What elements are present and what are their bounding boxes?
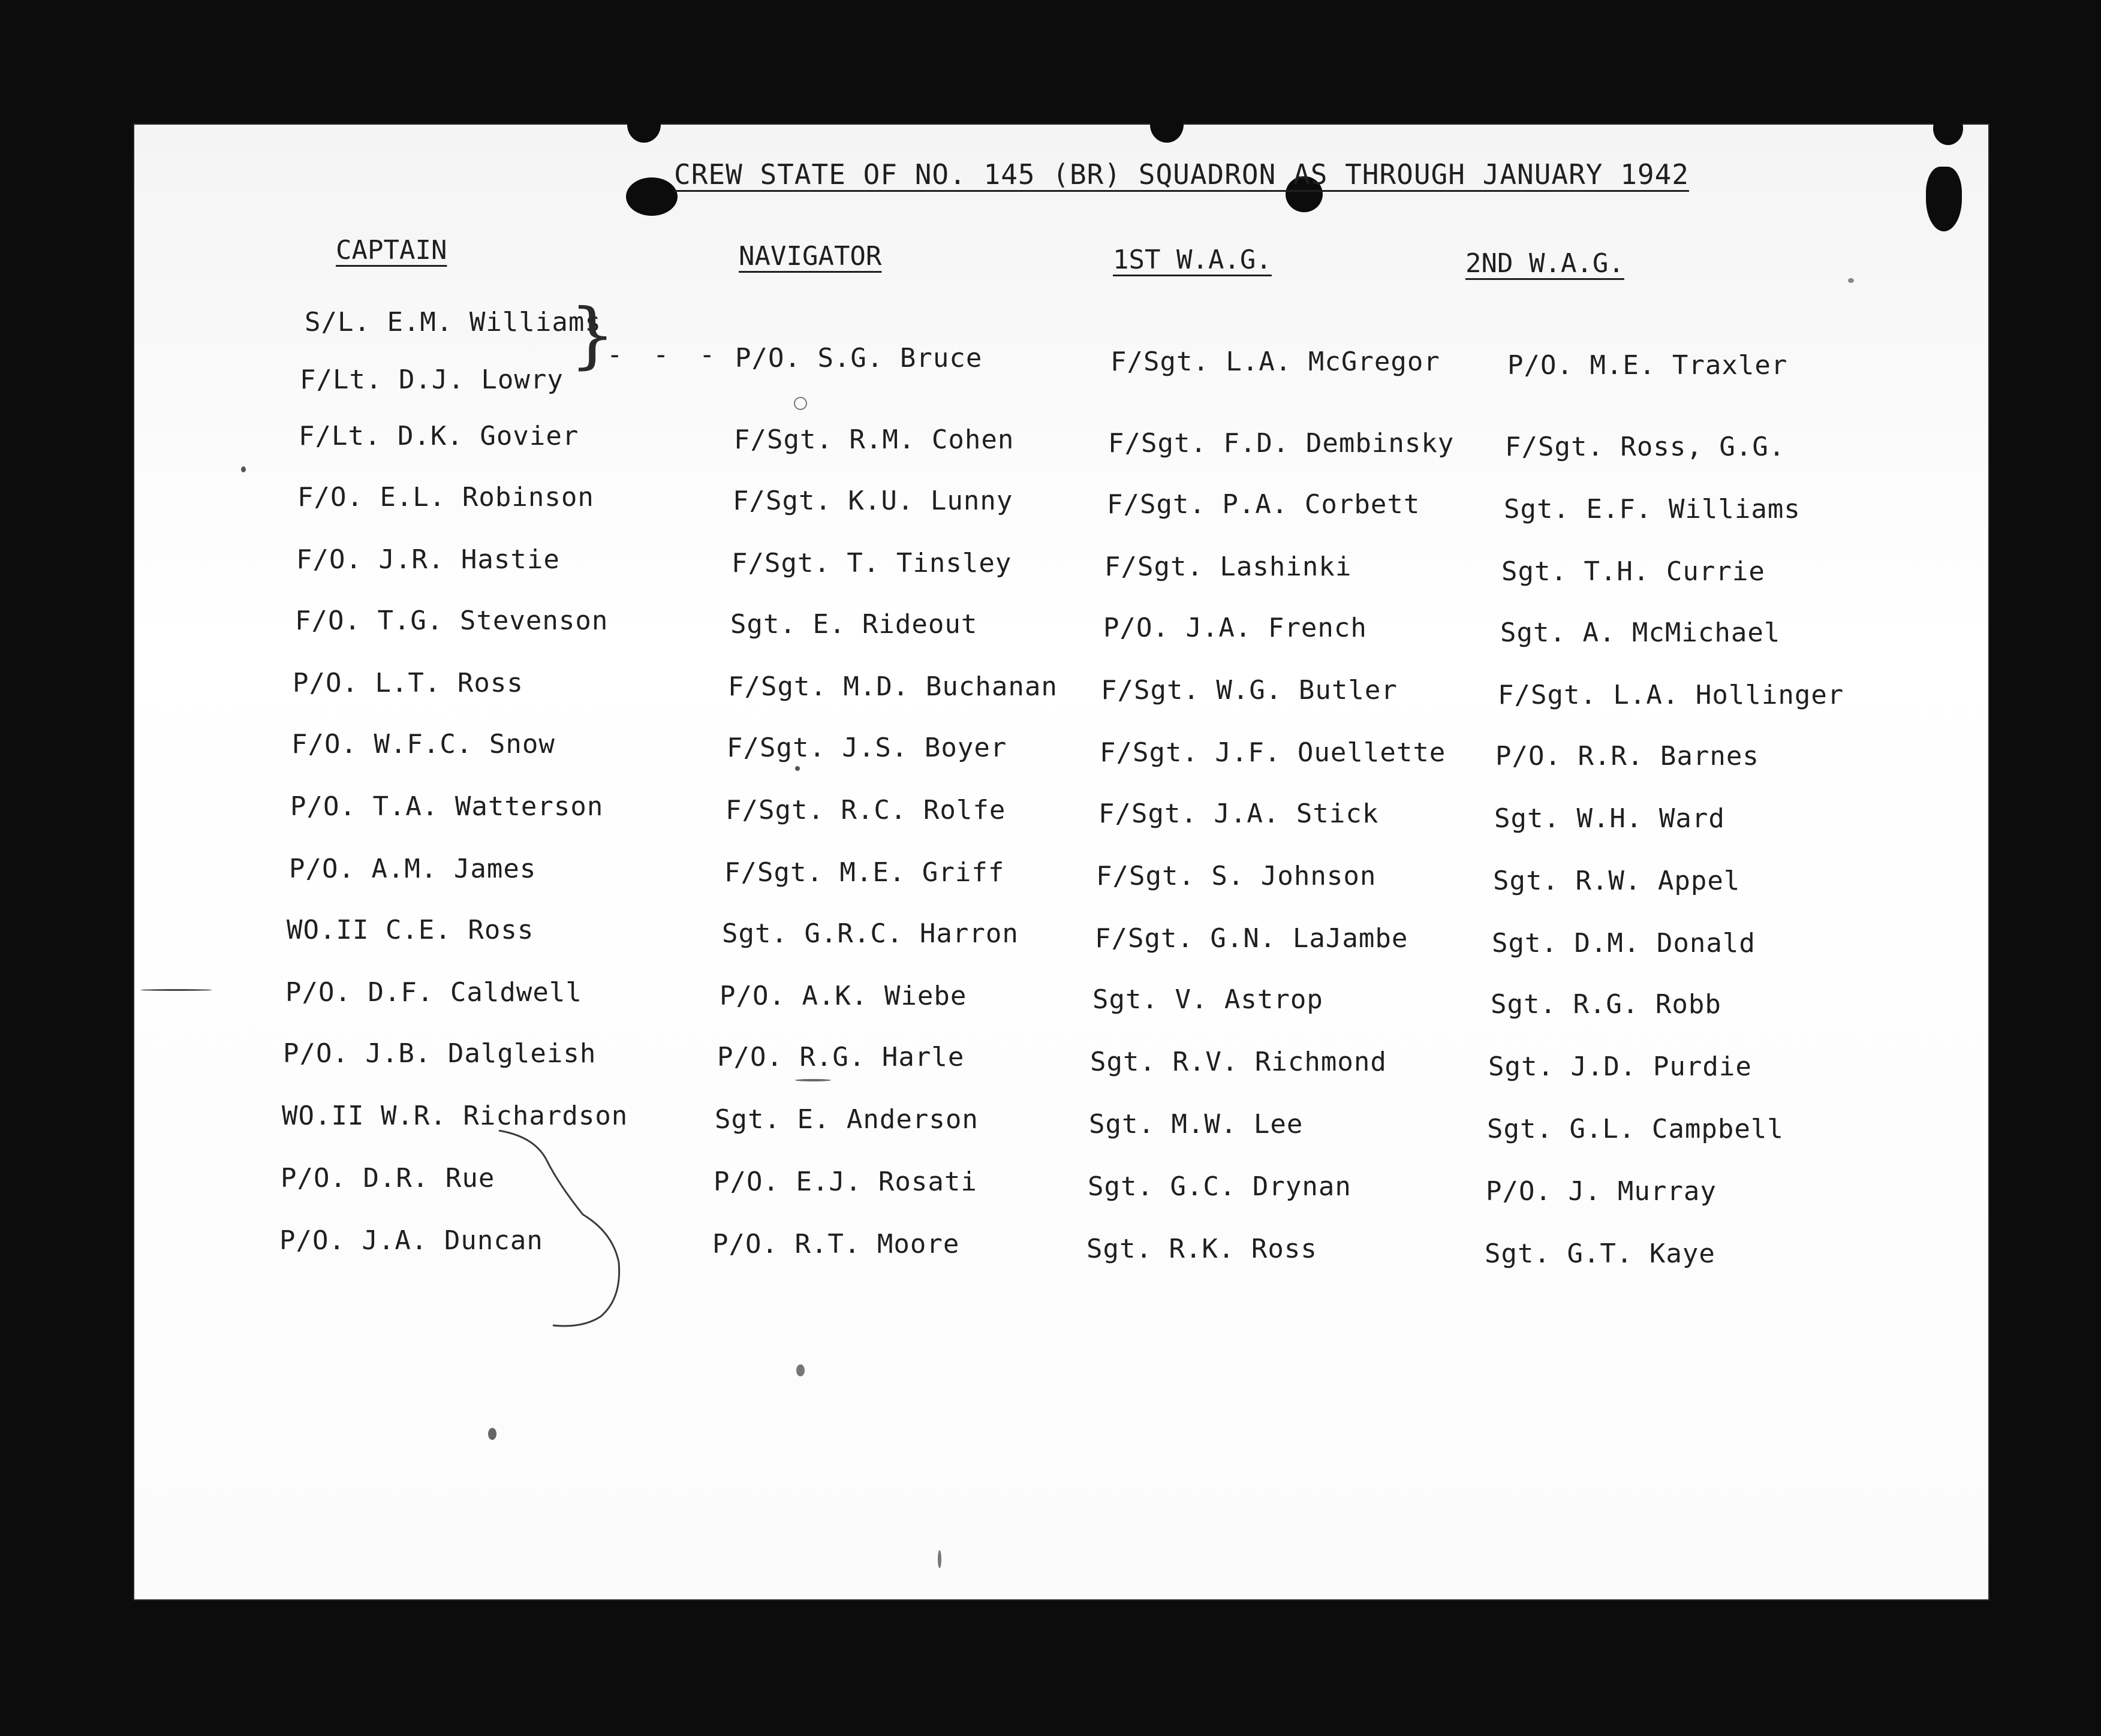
wag2-name: Sgt. J.D. Purdie bbox=[1488, 1051, 1752, 1082]
wag2-name: P/O. M.E. Traxler bbox=[1507, 350, 1788, 381]
wag1-name: F/Sgt. W.G. Butler bbox=[1101, 675, 1398, 706]
navigator-name: F/Sgt. J.S. Boyer bbox=[727, 733, 1007, 763]
dust-speck bbox=[795, 766, 800, 771]
wag2-name: Sgt. G.T. Kaye bbox=[1485, 1238, 1715, 1269]
header-captain: CAPTAIN bbox=[336, 235, 447, 266]
captain-name: P/O. T.A. Watterson bbox=[290, 791, 604, 822]
navigator-name: F/Sgt. K.U. Lunny bbox=[733, 486, 1013, 516]
navigator-name: P/O. A.K. Wiebe bbox=[720, 981, 967, 1011]
wag2-name: Sgt. R.W. Appel bbox=[1493, 866, 1741, 896]
wag1-name: F/Sgt. J.F. Ouellette bbox=[1100, 737, 1446, 768]
captain-name: P/O. L.T. Ross bbox=[293, 668, 523, 698]
wag1-name: F/Sgt. L.A. McGregor bbox=[1110, 346, 1440, 377]
wag1-name: F/Sgt. J.A. Stick bbox=[1098, 798, 1379, 829]
wag1-name: Sgt. M.W. Lee bbox=[1089, 1109, 1304, 1140]
pencil-bracket-mark bbox=[493, 1119, 721, 1370]
navigator-name: F/Sgt. R.M. Cohen bbox=[734, 424, 1015, 455]
wag2-name: Sgt. T.H. Currie bbox=[1501, 556, 1765, 587]
navigator-name: F/Sgt. R.C. Rolfe bbox=[726, 795, 1006, 825]
navigator-name: P/O. R.T. Moore bbox=[712, 1229, 960, 1259]
navigator-name: Sgt. E. Rideout bbox=[730, 609, 978, 640]
wag1-name: F/Sgt. G.N. LaJambe bbox=[1095, 923, 1408, 954]
captain-name: WO.II C.E. Ross bbox=[287, 915, 534, 945]
brace-icon: } bbox=[570, 294, 616, 377]
navigator-name: P/O. R.G. Harle bbox=[717, 1042, 965, 1072]
captain-name: F/O. T.G. Stevenson bbox=[295, 605, 609, 636]
captain-name: P/O. J.A. Duncan bbox=[279, 1225, 543, 1256]
wag1-name: F/Sgt. S. Johnson bbox=[1096, 861, 1377, 891]
dust-speck bbox=[1848, 278, 1854, 283]
header-wag2: 2ND W.A.G. bbox=[1465, 248, 1624, 279]
punch-hole bbox=[1933, 123, 1963, 145]
punch-hole bbox=[627, 123, 661, 143]
navigator-name: Sgt. G.R.C. Harron bbox=[722, 918, 1019, 949]
dust-speck bbox=[795, 1079, 831, 1081]
captain-name: S/L. E.M. Williams bbox=[305, 307, 601, 337]
wag1-name: Sgt. R.V. Richmond bbox=[1090, 1047, 1387, 1077]
dust-speck bbox=[794, 397, 807, 410]
navigator-name: F/Sgt. M.D. Buchanan bbox=[728, 671, 1058, 702]
wag1-name: P/O. J.A. French bbox=[1103, 613, 1367, 643]
wag2-name: Sgt. R.G. Robb bbox=[1491, 989, 1721, 1020]
wag1-name: F/Sgt. F.D. Dembinsky bbox=[1108, 428, 1455, 459]
document-sheet bbox=[133, 123, 1989, 1601]
header-navigator: NAVIGATOR bbox=[739, 241, 882, 272]
captain-name: F/Lt. D.K. Govier bbox=[299, 421, 579, 451]
captain-name: F/Lt. D.J. Lowry bbox=[300, 364, 564, 395]
wag2-name: Sgt. G.L. Campbell bbox=[1487, 1114, 1784, 1144]
captain-name: F/O. W.F.C. Snow bbox=[291, 729, 555, 760]
punch-hole bbox=[626, 177, 678, 216]
dust-speck bbox=[140, 989, 212, 991]
wag2-name: P/O. R.R. Barnes bbox=[1495, 741, 1759, 771]
wag2-name: Sgt. A. McMichael bbox=[1500, 617, 1781, 648]
captain-name: P/O. D.R. Rue bbox=[281, 1163, 495, 1194]
wag2-name: F/Sgt. L.A. Hollinger bbox=[1498, 680, 1844, 710]
navigator-name: P/O. S.G. Bruce bbox=[735, 343, 983, 373]
wag1-name: Sgt. R.K. Ross bbox=[1086, 1234, 1317, 1264]
captain-name: P/O. D.F. Caldwell bbox=[285, 977, 582, 1008]
wag2-name: P/O. J. Murray bbox=[1486, 1176, 1717, 1207]
navigator-name: F/Sgt. T. Tinsley bbox=[732, 548, 1012, 578]
punch-hole bbox=[1150, 123, 1184, 143]
navigator-name: F/Sgt. M.E. Griff bbox=[724, 857, 1005, 888]
document-title: CREW STATE OF NO. 145 (BR) SQUADRON AS THROUGH JANUARY 1942 bbox=[674, 158, 1689, 191]
wag2-name: F/Sgt. Ross, G.G. bbox=[1505, 432, 1786, 462]
wag1-name: Sgt. V. Astrop bbox=[1092, 984, 1323, 1015]
wag2-name: Sgt. W.H. Ward bbox=[1494, 803, 1725, 834]
captain-name: P/O. J.B. Dalgleish bbox=[283, 1038, 597, 1069]
captain-name: P/O. A.M. James bbox=[289, 854, 537, 884]
wag2-name: Sgt. E.F. Williams bbox=[1504, 494, 1801, 525]
bracket-link: - - - bbox=[607, 339, 723, 370]
punch-hole bbox=[1926, 167, 1962, 231]
captain-name: F/O. E.L. Robinson bbox=[297, 482, 594, 513]
wag1-name: Sgt. G.C. Drynan bbox=[1088, 1171, 1351, 1202]
navigator-name: Sgt. E. Anderson bbox=[715, 1104, 979, 1135]
captain-name: WO.II W.R. Richardson bbox=[282, 1101, 628, 1131]
wag1-name: F/Sgt. P.A. Corbett bbox=[1107, 489, 1420, 520]
dust-speck bbox=[241, 466, 246, 472]
navigator-name: P/O. E.J. Rosati bbox=[714, 1167, 977, 1197]
header-wag1: 1ST W.A.G. bbox=[1113, 245, 1272, 275]
dust-speck bbox=[488, 1428, 496, 1440]
dust-speck bbox=[796, 1364, 805, 1376]
wag2-name: Sgt. D.M. Donald bbox=[1492, 928, 1756, 959]
dust-speck bbox=[938, 1550, 941, 1568]
wag1-name: F/Sgt. Lashinki bbox=[1104, 551, 1352, 582]
captain-name: F/O. J.R. Hastie bbox=[296, 544, 560, 575]
